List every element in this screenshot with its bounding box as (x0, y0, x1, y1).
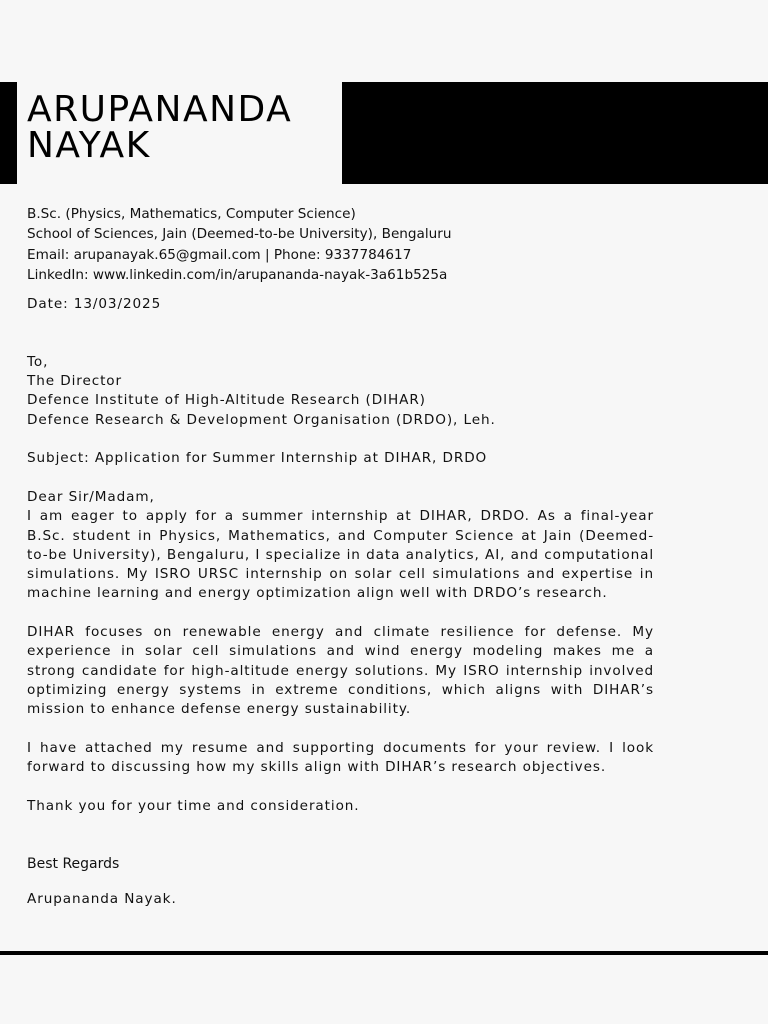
linkedin-line: LinkedIn: www.linkedin.com/in/arupananda-nayak-3a61b525a (27, 266, 448, 283)
paragraph-3: I have attached my resume and supporting documents for your review. I look forward to discussing how my skills align with DIHAR’s research objectives. (27, 739, 654, 776)
recipient-title: The Director (27, 373, 123, 390)
regards-line: Best Regards (27, 856, 120, 872)
applicant-name (27, 89, 293, 166)
header-black-block (342, 82, 768, 184)
to-line: To, (27, 353, 49, 370)
contact-block (27, 204, 667, 285)
paragraph-1: I am eager to apply for a summer internship at DIHAR, DRDO. As a final-year B.Sc. student in Physics, Mathematics, and Computer Science at Jain (Deemed-to-be University), Bengaluru, I specialize in data analytics, AI, and computational simulations. My ISRO URSC internship on solar cell simulations and expertise in machine learning and energy optimization align well with DRDO’s research. (27, 508, 654, 602)
signature-name: Arupananda Nayak. (27, 891, 177, 907)
recipient-org: Defence Institute of High-Altitude Research (DIHAR) (27, 392, 426, 409)
letter-body (27, 295, 654, 816)
applicant-last-name: NAYAK (27, 125, 151, 166)
closing-line: Thank you for your time and consideration. (27, 797, 360, 814)
salutation: Dear Sir/Madam, (27, 488, 155, 505)
footer-rule (0, 951, 768, 955)
letter-date: Date: 13/03/2025 (27, 296, 162, 312)
school-line: School of Sciences, Jain (Deemed-to-be University), Bengaluru (27, 226, 452, 243)
email-phone-line: Email: arupanayak.65@gmail.com | Phone: 9337784617 (27, 246, 412, 263)
paragraph-2: DIHAR focuses on renewable energy and climate resilience for defense. My experience in solar cell simulations and wind energy modeling makes me a strong candidate for high-altitude energy solutions. My ISRO internship involved optimizing energy systems in extreme conditions, which aligns with DIHAR’s mission to enhance defense energy sustainability. (27, 624, 654, 718)
header-accent-bar (0, 82, 17, 184)
recipient-parent-org: Defence Research & Development Organisation (DRDO), Leh. (27, 411, 496, 428)
subject-line: Subject: Application for Summer Internship at DIHAR, DRDO (27, 450, 488, 467)
degree-line: B.Sc. (Physics, Mathematics, Computer Science) (27, 206, 356, 222)
applicant-first-name: ARUPANANDA (27, 89, 293, 130)
